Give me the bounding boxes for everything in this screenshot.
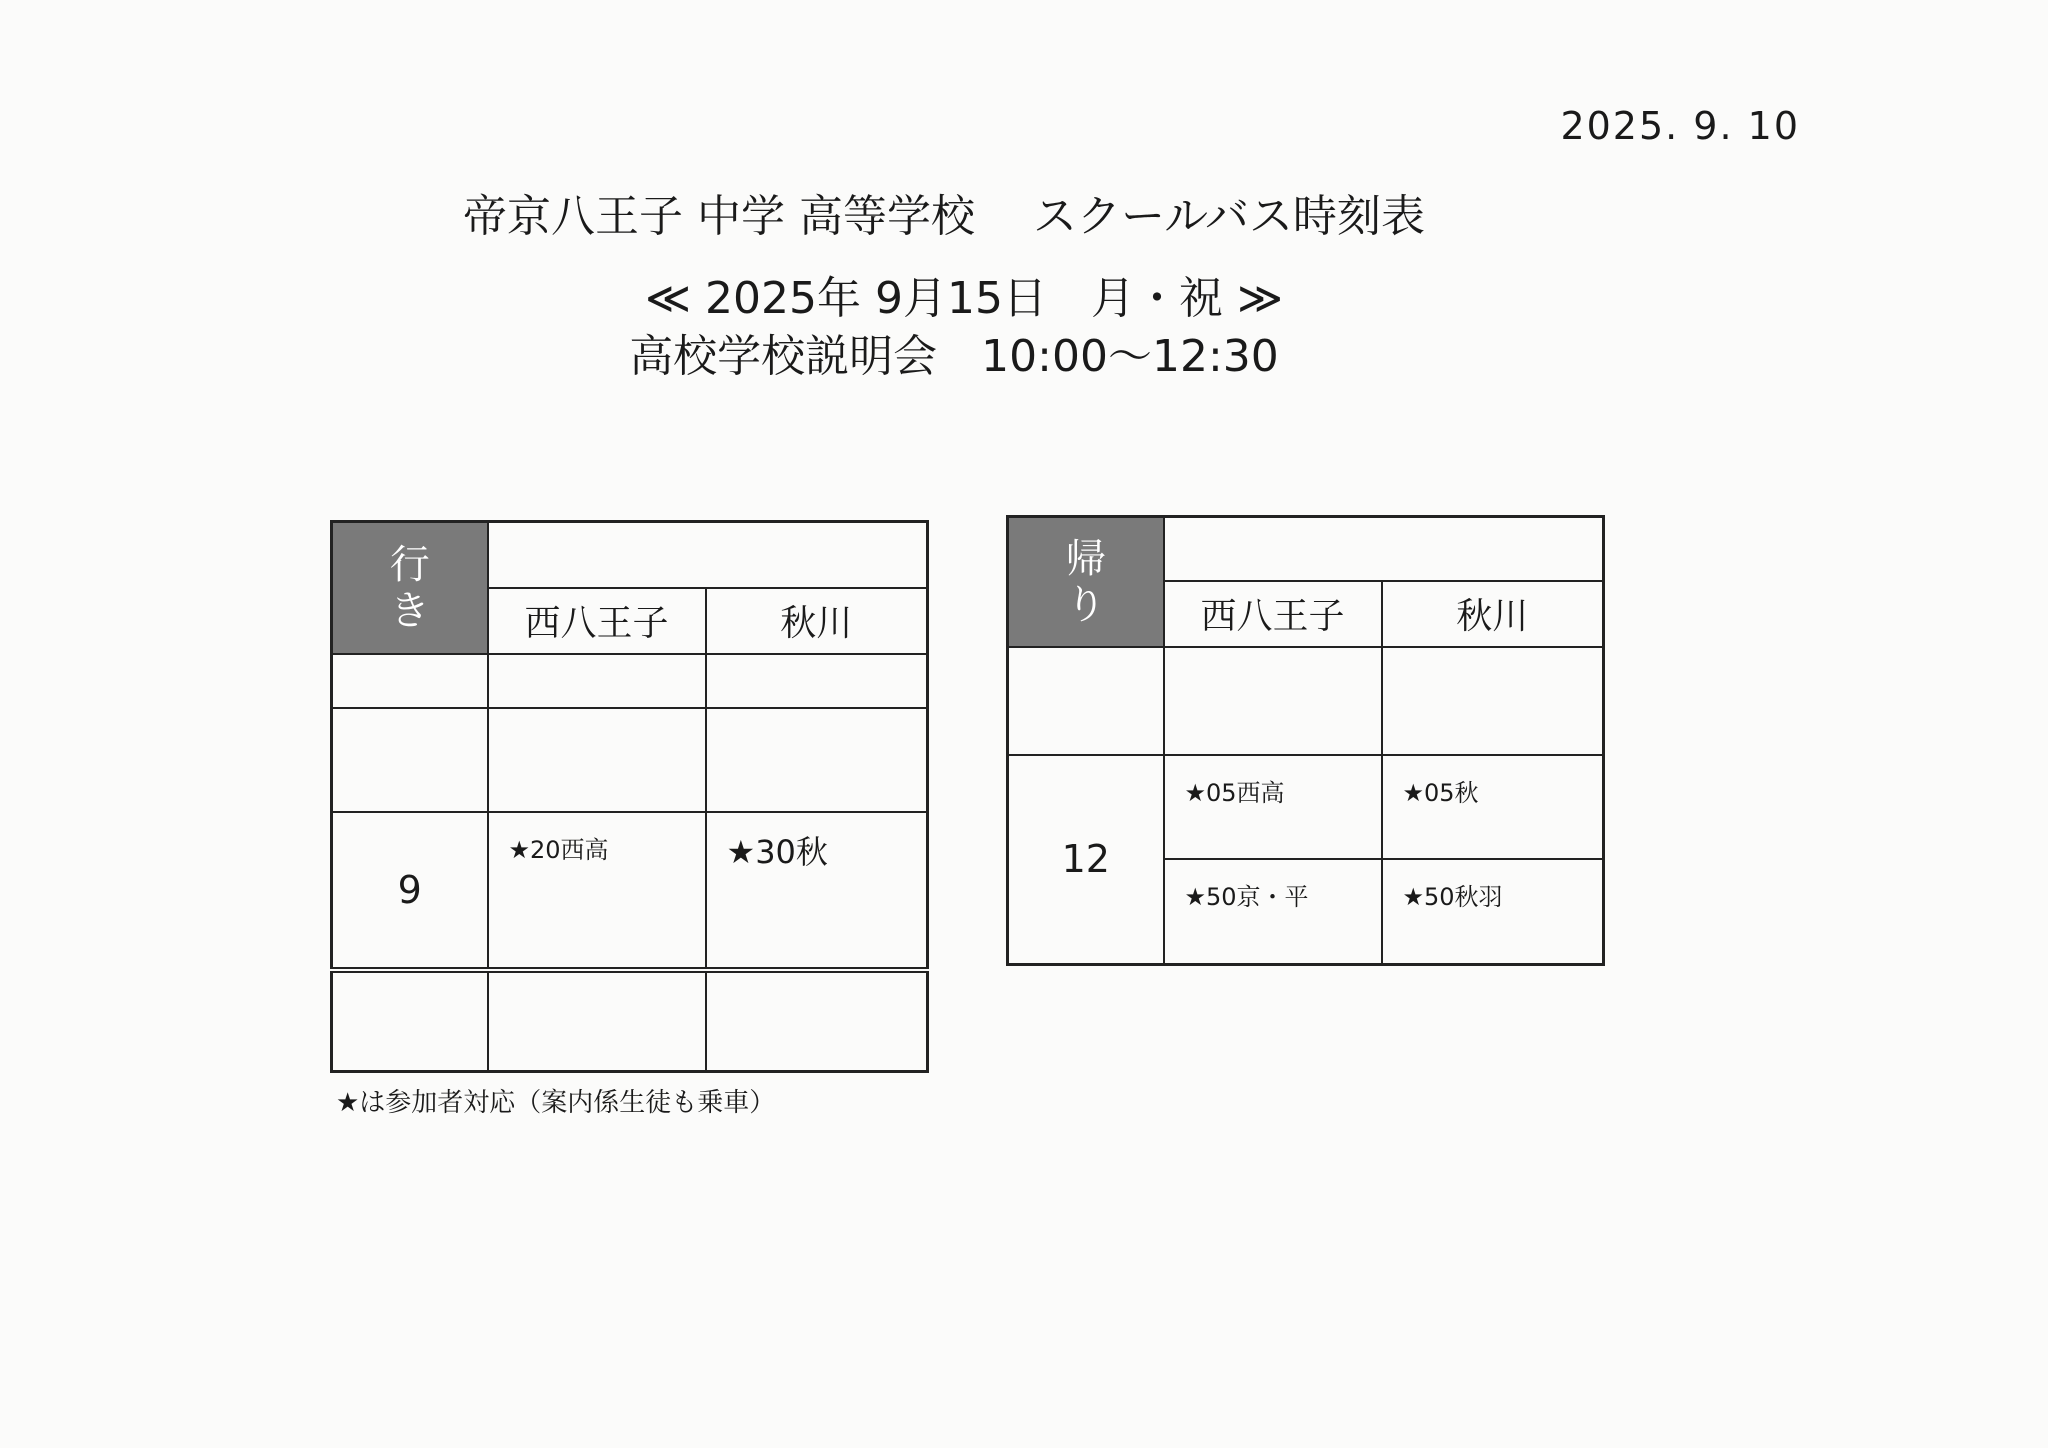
departure-entry: ★50京・平 <box>1184 882 1309 911</box>
table-row <box>1008 647 1604 755</box>
table-row <box>332 812 928 970</box>
return-blank-header <box>1164 517 1604 581</box>
table-row <box>332 970 928 1072</box>
column-header-nishihachioji: 西八王子 <box>1164 581 1382 647</box>
departure-entry: ★05西高 <box>1184 778 1285 807</box>
outbound-blank-header <box>488 522 928 588</box>
footnote: ★は参加者対応（案内係生徒も乗車） <box>336 1088 776 1118</box>
table-row <box>1008 755 1604 859</box>
departure-entry: ★50秋羽 <box>1402 882 1503 911</box>
column-header-nishihachioji: 西八王子 <box>488 588 706 654</box>
issue-date: 2025. 9. 10 <box>1560 104 1800 148</box>
departure-entry: ★30秋 <box>726 832 828 871</box>
table-row <box>332 654 928 708</box>
departure-entry: ★05秋 <box>1402 778 1479 807</box>
column-header-akigawa: 秋川 <box>706 588 928 654</box>
event-line: 高校学校説明会 10:00〜12:30 <box>629 331 1279 382</box>
column-header-akigawa: 秋川 <box>1382 581 1604 647</box>
hour-cell: 12 <box>1008 755 1164 965</box>
page-title: 帝京八王子 中学 高等学校 スクールバス時刻表 <box>463 191 1425 242</box>
outbound-timetable <box>330 520 929 1073</box>
date-line: ≪ 2025年 9月15日 月・祝 ≫ <box>644 273 1284 324</box>
return-label: 帰 り <box>1008 517 1164 647</box>
outbound-label: 行 き <box>332 522 488 654</box>
departure-entry: ★20西高 <box>508 835 609 864</box>
return-timetable <box>1006 515 1605 966</box>
hour-cell: 9 <box>332 812 488 970</box>
table-row <box>332 708 928 812</box>
